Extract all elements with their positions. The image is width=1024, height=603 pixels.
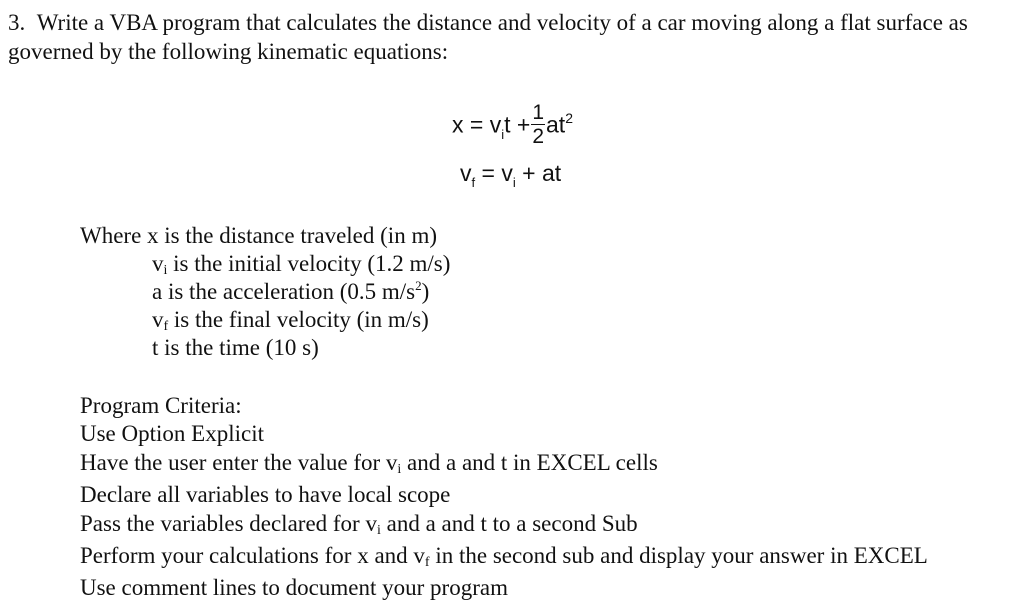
var-v: v [152,307,164,332]
velocity-equation [460,160,562,190]
eq1-sup: 2 [565,109,573,126]
where-line4-text: is the final velocity (in m/s) [168,307,429,332]
criteria-item [80,510,928,542]
criteria-item: Declare all variables to have local scope [80,482,451,508]
eq2-eq: = v [475,160,513,186]
where-line-distance: Where x is the distance traveled (in m) [80,223,437,248]
eq1-sub-i: i [501,126,505,142]
criteria-sub: f [424,555,430,571]
eq1-lhs: x = v [452,111,502,138]
question-text: Write a VBA program that calculates the distance and velocity of a car moving along a flat surface as governed by the following kinematic equations: [8,10,968,64]
criteria-item [80,449,928,481]
distance-equation [452,103,573,159]
criteria-text: Pass the variables declared for v [80,510,377,536]
question-number: 3. [8,10,26,35]
where-line3-sup: 2 [415,278,422,293]
eq1-tail: at [546,111,566,138]
criteria-text: and a and t to a second Sub [380,510,638,536]
question-paragraph [8,8,1018,66]
criteria-sub: i [376,522,381,538]
where-line3-end: ) [421,279,430,304]
criteria-text: Have the user enter the value for v [80,449,398,475]
criteria-text: and a and t in EXCEL cells [401,449,658,475]
where-line-acceleration [152,278,429,309]
criteria-text: Perform your calculations for x and v [80,543,425,569]
where-line2-text: is the initial velocity (1.2 m/s) [167,251,451,276]
eq2-sub-i: i [512,175,516,190]
where-line3-text: a is the acceleration (0.5 m/s [152,279,416,304]
var-sub-i: i [163,263,168,278]
where-line-time: t is the time (10 s) [152,335,319,360]
criteria-sub: i [397,461,402,477]
var-v: v [152,251,164,276]
criteria-item: Use Option Explicit [80,421,264,447]
eq1-frac-den: 2 [532,125,545,148]
eq2-sub-f: f [471,175,476,190]
criteria-text: in the second sub and display your answer in EXCEL [429,543,928,569]
eq1-frac-num: 1 [532,101,545,124]
eq1-fraction [531,101,545,148]
eq1-mid: t + [504,111,531,138]
eq2-tail: + at [515,160,562,186]
criteria-item [80,542,928,574]
criteria-item: Use comment lines to document your program [80,575,508,601]
eq2-v: v [460,160,472,186]
var-sub-f: f [163,319,169,334]
criteria-heading: Program Criteria: [80,393,242,418]
program-criteria [80,392,928,603]
